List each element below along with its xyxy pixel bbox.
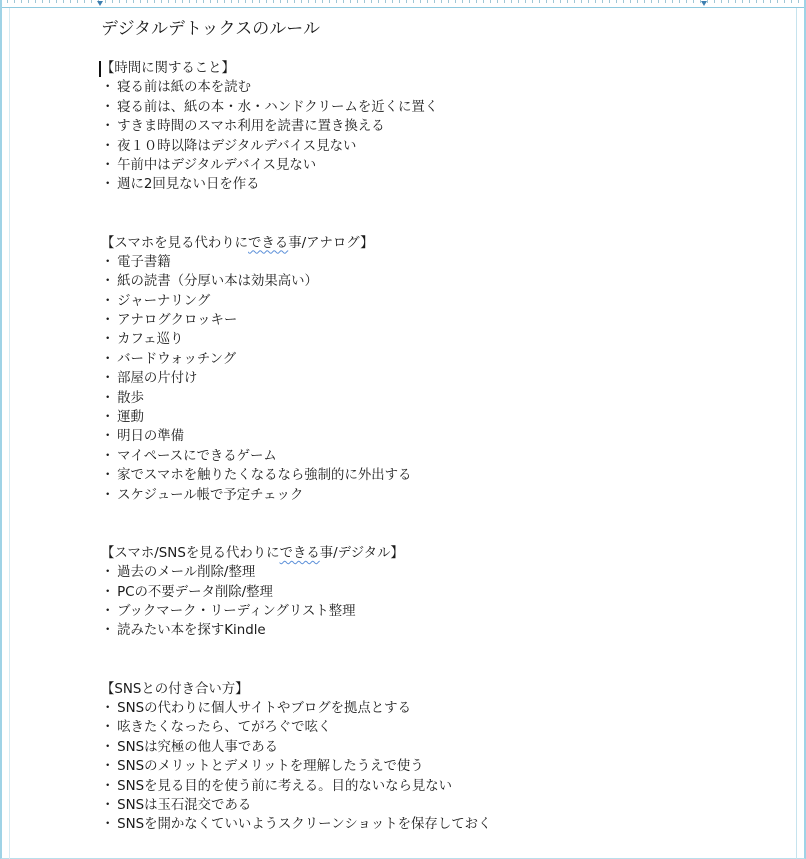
list-item: ・ 呟きたくなったら、てがろぐで呟く	[101, 720, 332, 736]
list-item: ・ 読みたい本を探すKindle	[101, 623, 266, 639]
list-item: ・ 電子書籍	[101, 254, 171, 270]
list-item: ・ SNSを開かなくていいようスクリーンショットを保存しておく	[101, 817, 492, 833]
spellcheck-underline: できる	[279, 545, 320, 561]
list-item: ・ 運動	[101, 410, 144, 426]
list-item: ・ 紙の読書（分厚い本は効果高い）	[101, 274, 318, 290]
list-item: ・ カフェ巡り	[101, 332, 184, 348]
section-heading: 【スマホを見る代わりにできる事/アナログ】	[101, 235, 374, 251]
list-item: ・ すきま時間のスマホ利用を読書に置き換える	[101, 119, 385, 135]
section-heading: 【時間に関すること】	[101, 61, 235, 76]
right-margin-guide	[796, 8, 797, 859]
section-digital-alternatives	[101, 544, 791, 641]
list-item: ・ アナログクロッキー	[101, 313, 238, 329]
list-item: ・ 散歩	[101, 390, 144, 406]
list-item: ・ 週に2回見ない日を作る	[101, 177, 260, 193]
list-item: ・ スケジュール帳で予定チェック	[101, 487, 304, 503]
list-item: ・ SNSは玉石混交である	[101, 797, 252, 813]
section-time-rules	[101, 59, 791, 195]
list-item: ・ SNSのメリットとデメリットを理解したうえで使う	[101, 759, 424, 775]
list-item: ・ 家でスマホを触りたくなるなら強制的に外出する	[101, 468, 412, 484]
list-item: ・ PCの不要データ削除/整理	[101, 584, 273, 600]
list-item: ・ ジャーナリング	[101, 293, 211, 309]
left-margin-guide	[9, 8, 10, 859]
list-item: ・ バードウォッチング	[101, 351, 237, 367]
spellcheck-underline: できる	[248, 235, 289, 251]
section-sns-approach	[101, 680, 791, 835]
list-item: ・ マイペースにできるゲーム	[101, 448, 277, 464]
list-item: ・ 寝る前は、紙の本・水・ハンドクリームを近くに置く	[101, 99, 439, 115]
list-item: ・ 過去のメール削除/整理	[101, 565, 256, 581]
section-analog-alternatives	[101, 234, 791, 505]
document-body[interactable]	[101, 16, 791, 835]
list-item: ・ 午前中はデジタルデバイス見ない	[101, 157, 317, 173]
list-item: ・ SNSの代わりに個人サイトやブログを拠点とする	[101, 700, 411, 716]
list-item: ・ 部屋の片付け	[101, 371, 198, 387]
section-heading: 【スマホ/SNSを見る代わりにできる事/デジタル】	[101, 545, 404, 561]
list-item: ・ SNSは究極の他人事である	[101, 739, 279, 755]
section-heading: 【SNSとの付き合い方】	[101, 681, 249, 697]
document-title: デジタルデトックスのルール	[101, 19, 320, 39]
list-item: ・ SNSを見る目的を使う前に考える。目的ないなら見ない	[101, 778, 453, 794]
list-item: ・ 明日の準備	[101, 429, 185, 445]
list-item: ・ ブックマーク・リーディングリスト整理	[101, 603, 356, 619]
list-item: ・ 寝る前は紙の本を読む	[101, 80, 251, 96]
text-cursor	[99, 61, 101, 77]
list-item: ・ 夜１０時以降はデジタルデバイス見ない	[101, 138, 357, 154]
